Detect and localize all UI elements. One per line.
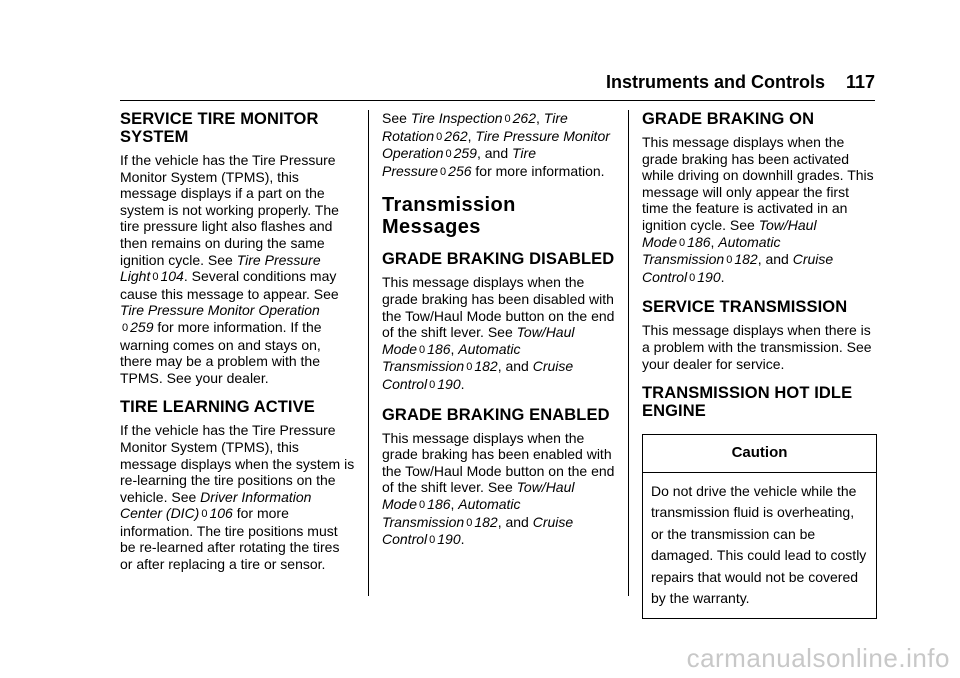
cross-ref-link[interactable]: Cruise Control bbox=[382, 358, 574, 392]
body-text: , and bbox=[476, 145, 512, 162]
body-text: . bbox=[460, 531, 465, 548]
page-ref-arrow-icon: 0 bbox=[201, 508, 208, 521]
page-ref-number[interactable]: 182 bbox=[474, 358, 498, 375]
section-title-grade-braking-disabled: GRADE BRAKING DISABLED bbox=[382, 250, 615, 269]
page-ref-arrow-icon: 0 bbox=[419, 343, 426, 356]
body-text: , bbox=[450, 340, 459, 357]
caution-title: Caution bbox=[643, 435, 876, 473]
cross-ref-link[interactable]: Tire Inspection bbox=[410, 110, 503, 126]
section-body bbox=[382, 274, 617, 393]
cross-ref-link[interactable]: Tow/Haul Mode bbox=[642, 216, 817, 250]
page-ref-arrow-icon: 0 bbox=[726, 254, 733, 267]
section-body bbox=[120, 422, 355, 572]
page-ref-number[interactable]: 104 bbox=[160, 268, 184, 285]
body-text: for more information. If the warning comes on and stays on, there may be a problem with the TPMS. See your dealer. bbox=[120, 318, 322, 386]
page-number: 117 bbox=[845, 72, 875, 92]
body-text: This message displays when the grade braking has been enabled with the Tow/Haul Mode button on the end of the shift lever. See bbox=[382, 429, 615, 496]
page-ref-number[interactable]: 259 bbox=[453, 145, 477, 162]
cross-ref-link[interactable]: Automatic Transmission bbox=[382, 495, 521, 530]
body-text: for more information. The tire positions must be re-learned after rotating the tires or after replacing a tire or sensor. bbox=[120, 505, 340, 573]
page-ref-arrow-icon: 0 bbox=[429, 534, 436, 547]
page-ref-arrow-icon: 0 bbox=[419, 498, 426, 511]
cross-ref-link[interactable]: Tow/Haul Mode bbox=[382, 324, 575, 357]
cross-ref-link[interactable]: Tire Pressure Light bbox=[120, 251, 321, 285]
page-ref-arrow-icon: 0 bbox=[122, 321, 129, 334]
body-text: , bbox=[536, 110, 544, 126]
section-heading-transmission-messages: Transmission Messages bbox=[382, 194, 516, 239]
section-title-tire-learning-active: TIRE LEARNING ACTIVE bbox=[120, 398, 315, 417]
body-text: , and bbox=[497, 513, 533, 530]
page-ref-number[interactable]: 106 bbox=[209, 505, 233, 522]
body-text: , and bbox=[757, 251, 793, 268]
page-ref-number[interactable]: 256 bbox=[448, 162, 472, 179]
column-right bbox=[642, 110, 877, 619]
column-middle bbox=[382, 110, 617, 559]
body-text: This message displays when the grade braking has been activated while driving on downhill grades. This message will only appear the first time the feature is activated in an ignition cycle. See bbox=[642, 134, 874, 233]
body-text: . bbox=[720, 268, 725, 285]
page-ref-number[interactable]: 190 bbox=[437, 531, 461, 548]
page-ref-number[interactable]: 190 bbox=[697, 268, 721, 285]
cross-ref-link[interactable]: Automatic Transmission bbox=[382, 340, 521, 375]
page-ref-arrow-icon: 0 bbox=[679, 236, 686, 249]
page-ref-arrow-icon: 0 bbox=[440, 165, 447, 178]
watermark: carmanualsonline.info bbox=[686, 643, 950, 673]
cross-ref-link[interactable]: Tire Rotation bbox=[382, 110, 568, 144]
section-title-service-tire-monitor: SERVICE TIRE MONITOR SYSTEM bbox=[120, 110, 319, 146]
body-text: , bbox=[450, 495, 459, 512]
section-body bbox=[642, 134, 877, 286]
cross-ref-link[interactable]: Automatic Transmission bbox=[642, 233, 781, 268]
page-ref-number[interactable]: 259 bbox=[130, 318, 154, 335]
page-ref-number[interactable]: 190 bbox=[437, 375, 461, 392]
caution-text: Do not drive the vehicle while the transmission fluid is overheating, or the transmission can be damaged. This could lead to costly repairs that would not be covered by the warranty. bbox=[651, 482, 867, 607]
cross-ref-link[interactable]: Tire Pressure Monitor Operation bbox=[120, 302, 320, 319]
body-text: This message displays when the grade braking has been disabled with the Tow/Haul Mode button on the end of the shift lever. See bbox=[382, 274, 615, 341]
continued-text bbox=[382, 110, 617, 180]
section-title-grade-braking-on: GRADE BRAKING ON bbox=[642, 110, 815, 128]
body-text: , bbox=[710, 233, 719, 250]
body-text: . bbox=[460, 375, 465, 392]
cross-ref-link[interactable]: Tire Pressure Monitor Operation bbox=[382, 127, 610, 162]
body-text: If the vehicle has the Tire Pressure Monitor System (TPMS), this message displays when the system is re-learning the tire positions on the vehicle. See bbox=[120, 422, 355, 505]
section-body bbox=[120, 152, 355, 386]
page-ref-number[interactable]: 182 bbox=[474, 513, 498, 530]
page-ref-arrow-icon: 0 bbox=[152, 271, 159, 284]
section-title-grade-braking-enabled: GRADE BRAKING ENABLED bbox=[382, 405, 610, 424]
page-ref-arrow-icon: 0 bbox=[445, 148, 452, 161]
page-ref-arrow-icon: 0 bbox=[429, 378, 436, 391]
page-ref-number[interactable]: 186 bbox=[427, 495, 451, 512]
cross-ref-link[interactable]: Driver Information Center (DIC) bbox=[120, 488, 312, 522]
body-text: If the vehicle has the Tire Pressure Monitor System (TPMS), this message displays if a part on the system is not working properly. The tire pressure light also flashes and then remains on during the same ignition cycle. See bbox=[120, 152, 339, 268]
section-title-transmission-hot-idle-engine: TRANSMISSION HOT IDLE ENGINE bbox=[642, 384, 853, 421]
page-ref-arrow-icon: 0 bbox=[466, 516, 473, 529]
body-text: See bbox=[382, 110, 411, 126]
body-text: . Several conditions may cause this message to appear. See bbox=[120, 268, 339, 302]
body-text: , and bbox=[497, 358, 533, 375]
cross-ref-link[interactable]: Cruise Control bbox=[382, 513, 574, 548]
page-header bbox=[120, 66, 875, 101]
column-left bbox=[120, 110, 355, 583]
header-title: Instruments and Controls bbox=[605, 72, 825, 92]
page-ref-number[interactable]: 262 bbox=[512, 110, 536, 126]
body-text: , bbox=[467, 127, 476, 144]
page-ref-arrow-icon: 0 bbox=[436, 130, 443, 143]
cross-ref-link[interactable]: Tire Pressure bbox=[382, 145, 536, 179]
cross-ref-link[interactable]: Tow/Haul Mode bbox=[382, 479, 575, 512]
cross-ref-link[interactable]: Cruise Control bbox=[642, 251, 834, 285]
column-divider bbox=[628, 110, 629, 596]
body-text: for more information. bbox=[471, 162, 605, 179]
page-ref-number[interactable]: 182 bbox=[734, 251, 758, 268]
section-body bbox=[382, 430, 617, 549]
section-title-service-transmission: SERVICE TRANSMISSION bbox=[642, 298, 848, 317]
page-ref-arrow-icon: 0 bbox=[466, 361, 473, 374]
page-ref-arrow-icon: 0 bbox=[504, 113, 511, 125]
page-ref-arrow-icon: 0 bbox=[689, 271, 696, 284]
section-body: This message displays when there is a problem with the transmission. See your dealer for service. bbox=[642, 322, 872, 372]
column-divider bbox=[368, 110, 369, 596]
page-ref-number[interactable]: 186 bbox=[427, 340, 451, 357]
caution-box bbox=[642, 434, 877, 619]
page-ref-number[interactable]: 262 bbox=[444, 127, 468, 144]
page-ref-number[interactable]: 186 bbox=[687, 233, 711, 250]
